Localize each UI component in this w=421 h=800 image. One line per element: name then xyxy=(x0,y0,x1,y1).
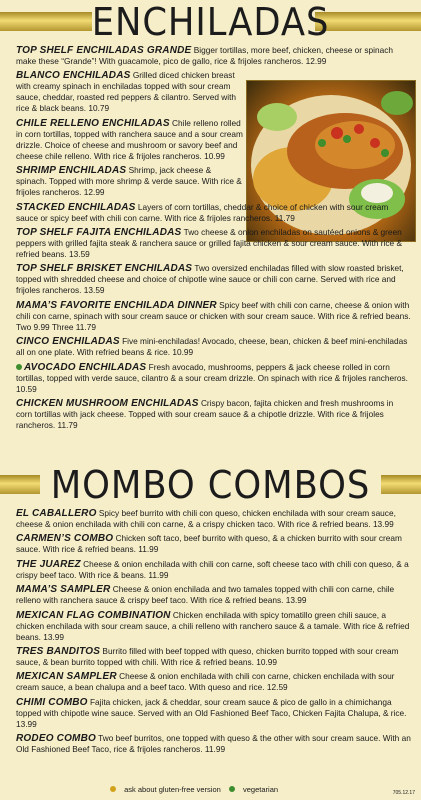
menu-item xyxy=(16,508,411,530)
item-name: TOP SHELF FAJITA ENCHILADAS xyxy=(16,226,182,238)
item-desc: Chile relleno rolled in corn tortillas, topped with ranchera sauce and a sour cream drizzle. Choice of cheese and mushroom or savory beef and cheese chile relleno. With rice & frijoles rancheros. 10.99 xyxy=(16,117,243,161)
menu-item xyxy=(16,202,411,224)
item-desc: Layers of corn tortillas, cheddar & choice of chicken with sour cream sauce or spicy beef with chili con carne. With rice & frijoles rancheros. 11.79 xyxy=(16,201,389,223)
combos-banner xyxy=(0,465,421,505)
item-name: MAMA’S SAMPLER xyxy=(16,584,111,596)
item-desc: Fajita chicken, jack & cheddar, sour cream sauce & pico de gallo in a chimichanga topped with chipotle wine sauce. Served with an Old Fashioned Beef Taco, Chicken Fajita Chalupa, & rice. 13.99 xyxy=(16,696,407,729)
item-name: CHICKEN MUSHROOM ENCHILADAS xyxy=(16,397,199,409)
menu-item xyxy=(16,610,411,643)
item-desc: Shrimp, jack cheese & spinach. Topped with more shrimp & verde sauce. With rice & frijoles rancheros. 12.99 xyxy=(16,165,242,198)
gluten-free-label: ask about gluten-free version xyxy=(124,784,221,794)
item-name: MEXICAN FLAG COMBINATION xyxy=(16,609,171,621)
item-desc: Burrito filled with beef topped with queso, chicken burrito topped with sour cream sauce, & bean burrito topped with chili. With rice & refried beans. 10.99 xyxy=(16,645,399,667)
item-name: BLANCO ENCHILADAS xyxy=(16,70,131,82)
vegetarian-dot-icon xyxy=(229,786,235,792)
menu-item xyxy=(16,398,411,431)
menu-item xyxy=(16,646,411,668)
item-name: CARMEN’S COMBO xyxy=(16,533,114,545)
item-name: SHRIMP ENCHILADAS xyxy=(16,165,127,177)
combos-title: MOMBO COMBOS xyxy=(50,463,371,507)
vegetarian-dot-icon xyxy=(16,364,22,370)
item-name: CHILE RELLENO ENCHILADAS xyxy=(16,117,170,129)
item-desc: Fresh avocado, mushrooms, peppers & jack cheese rolled in corn tortillas, topped with verde sauce, cilantro & a sour cream drizzle. On spinach with rice & frijoles rancheros. 10.59 xyxy=(16,361,408,394)
item-name: CINCO ENCHILADAS xyxy=(16,336,120,348)
menu-item xyxy=(16,733,411,755)
menu-item xyxy=(16,70,244,114)
menu-item xyxy=(16,533,411,555)
menu-item xyxy=(16,118,244,162)
item-name: STACKED ENCHILADAS xyxy=(16,201,136,213)
menu-item xyxy=(16,263,411,296)
item-desc: Bigger tortillas, more beef, chicken, cheese or spinach make these “Grande”! With guacamole, pico de gallo, rice & frijoles rancheros. 12.99 xyxy=(16,45,393,66)
enchiladas-banner xyxy=(0,2,421,42)
item-name: RODEO COMBO xyxy=(16,733,96,745)
item-name: EL CABALLERO xyxy=(16,508,97,519)
combos-list xyxy=(16,508,411,759)
menu-item xyxy=(16,227,411,260)
menu-item xyxy=(16,45,411,67)
item-desc: Cheese & onion enchilada and two tamales topped with chili con carne, chile relleno with ranchera sauce & crispy beef taco. With rice & refried beans. 13.99 xyxy=(16,584,395,606)
dietary-legend xyxy=(110,784,284,794)
item-desc: Two beef burritos, one topped with queso & the other with sour cream sauce. With an Old Fashioned Beef Taco, rice & frijoles rancheros. 11.99 xyxy=(16,733,411,755)
vegetarian-label: vegetarian xyxy=(243,784,279,794)
item-desc: Grilled diced chicken breast with creamy spinach in enchiladas topped with sour cream sauce, cheddar, roasted red peppers & cilantro. Served with rice & black beans. 10.79 xyxy=(16,70,236,114)
item-desc: Crispy bacon, fajita chicken and fresh mushrooms in corn tortillas with jack cheese. Topped with sour cream sauce & a chipotle drizzle. With rice & frijoles rancheros. 11.79 xyxy=(16,397,394,430)
item-name: AVOCADO ENCHILADAS xyxy=(24,361,147,373)
item-name: MEXICAN SAMPLER xyxy=(16,671,117,683)
menu-item xyxy=(16,165,244,198)
menu-item xyxy=(16,300,411,333)
item-desc: Cheese & onion enchilada with chili con carne, soft cheese taco with chili con queso, & a crispy beef taco. With rice & beans. 11.99 xyxy=(16,558,409,580)
menu-item xyxy=(16,336,411,358)
menu-item xyxy=(16,559,411,581)
item-desc: Spicy beef burrito with chili con queso, chicken enchilada with sour cream sauce, cheese & onion enchilada with chili con carne, & a crispy chicken taco. With rice & refried beans. 13.99 xyxy=(16,508,396,529)
gluten-free-dot-icon xyxy=(110,786,116,792)
menu-item xyxy=(16,697,411,730)
item-name: TOP SHELF ENCHILADAS GRANDE xyxy=(16,45,192,56)
menu-item xyxy=(16,584,411,606)
item-desc: Two oversized enchiladas filled with slow roasted brisket, topped with shredded cheese and choice of chipotle wine sauce or chili con carne. Served with rice and frijoles rancheros. 13.59 xyxy=(16,263,404,296)
item-desc: Chicken soft taco, beef burrito with queso, & a chicken burrito with sour cream sauce. With rice & refried beans. 11.99 xyxy=(16,533,402,555)
item-desc: Chicken enchilada with spicy tomatillo green chili sauce, a chicken enchilada with sour cream sauce, a chili relleno with ranchero sauce & a tamale. With rice & refried beans. 13.99 xyxy=(16,609,410,642)
item-name: TRES BANDITOS xyxy=(16,645,101,657)
menu-item xyxy=(16,671,411,693)
enchiladas-title: ENCHILADAS xyxy=(91,0,330,44)
item-desc: Two cheese & onion enchiladas on sautéed onions & green peppers with grilled fajita steak & ranchera sauce or grilled fajita chicken & sour cream sauce. With rice & refried beans. 13.59 xyxy=(16,226,402,259)
enchiladas-list xyxy=(16,45,411,434)
item-desc: Spicy beef with chili con carne, cheese & onion with chili con carne, spinach with sour cream sauce or chicken with sour cream sauce. With rice & refried beans. Two 9.99 Three 11.79 xyxy=(16,299,411,332)
item-name: THE JUAREZ xyxy=(16,558,81,570)
item-name: MAMA’S FAVORITE ENCHILADA DINNER xyxy=(16,299,217,311)
item-desc: Five mini-enchiladas! Avocado, cheese, bean, chicken & beef mini-enchiladas all on one plate. With refried beans & rice. 10.99 xyxy=(16,336,408,358)
item-name: TOP SHELF BRISKET ENCHILADAS xyxy=(16,263,193,275)
menu-item xyxy=(16,362,411,395)
item-name: CHIMI COMBO xyxy=(16,696,88,708)
footer-code: 705.12.17 xyxy=(392,790,415,796)
item-desc: Cheese & onion enchilada with chili con carne, chicken enchilada with sour cream sauce, a bean chalupa and a beef taco. With queso and rice. 12.59 xyxy=(16,671,395,693)
